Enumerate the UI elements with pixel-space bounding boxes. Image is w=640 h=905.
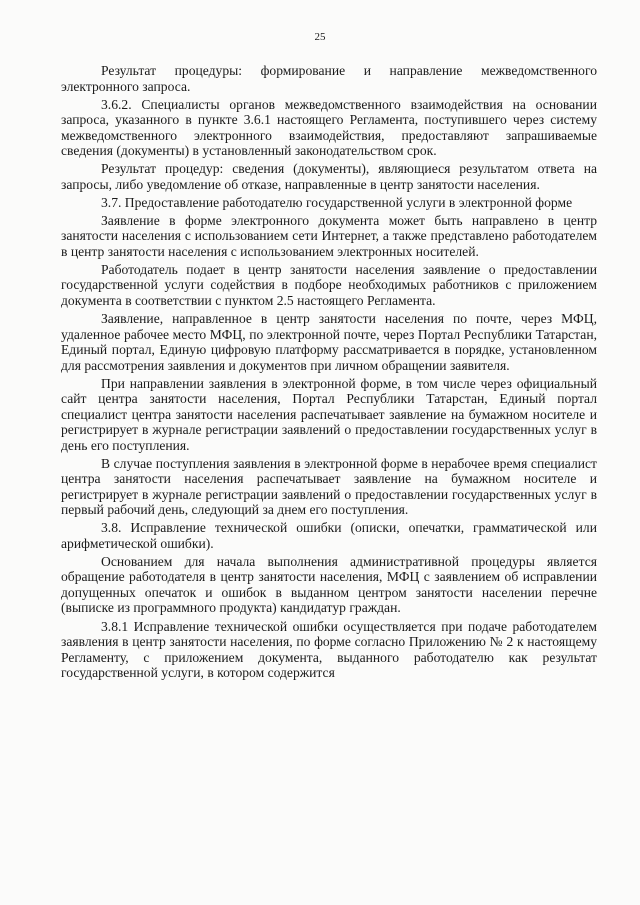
paragraph: 3.8.1 Исправление технической ошибки осуществляется при подаче работодателем заявления в центр занятости населения, по форме согласно Приложению № 2 к настоящему Регламенту, с приложением документа, выданного работодателю как результат государственной услуги, в котором содержится — [61, 618, 597, 681]
paragraph: Результат процедур: сведения (документы), являющиеся результатом ответа на запросы, либо уведомление об отказе, направленные в центр занятости населения. — [61, 161, 597, 192]
paragraph: Заявление в форме электронного документа может быть направлено в центр занятости населения с использованием сети Интернет, а также представлено работодателем в центр занятости населения с использованием электронных носителей. — [61, 212, 597, 259]
section-heading: 3.7. Предоставление работодателю государственной услуги в электронной форме — [101, 194, 573, 210]
paragraph: При направлении заявления в электронной форме, в том числе через официальный сайт центра занятости населения, Портал Республики Татарстан, Единый портал специалист центра занятости населения распечатывает заявление на бумажном носителе и регистрирует в журнале регистрации заявлений о предоставлении государственных услуг в день его поступления. — [61, 375, 597, 453]
page-number: 25 — [314, 31, 326, 43]
paragraph: Работодатель подает в центр занятости населения заявление о предоставлении государственной услуги содействия в подборе необходимых работников с приложением документа в соответствии с пунктом 2.5 настоящего Регламента. — [61, 261, 597, 308]
section-heading: 3.8. Исправление технической ошибки (описки, опечатки, грамматической или арифметической ошибки). — [61, 520, 597, 551]
paragraph: В случае поступления заявления в электронной форме в нерабочее время специалист центра занятости населения распечатывает заявление на бумажном носителе и регистрирует в журнале регистрации заявлений о предоставлении государственных услуг в первый рабочий день, следующий за днем его поступления. — [61, 455, 597, 518]
paragraph: 3.6.2. Специалисты органов межведомственного взаимодействия на основании запроса, указанного в пункте 3.6.1 настоящего Регламента, поступившего через систему межведомственного электронного взаимодействия, предоставляют запрашиваемые сведения (документы) в установленный законодательством срок. — [61, 96, 597, 159]
paragraph: Заявление, направленное в центр занятости населения по почте, через МФЦ, удаленное рабочее место МФЦ, по электронной почте, через Портал Республики Татарстан, Единый портал, Единую цифровую платформу рассматривается в порядке, установленном для рассмотрения заявления и документов при личном обращении заявителя. — [61, 311, 597, 373]
paragraph: Основанием для начала выполнения административной процедуры является обращение работодателя в центр занятости населения, МФЦ с заявлением об исправлении допущенных опечаток и ошибок в выданном центром занятости населении перечне (выписке из программного продукта) кандидатур граждан. — [61, 553, 597, 616]
paragraph: Результат процедуры: формирование и направление межведомственного электронного запроса. — [61, 63, 597, 94]
body-text — [61, 63, 597, 681]
